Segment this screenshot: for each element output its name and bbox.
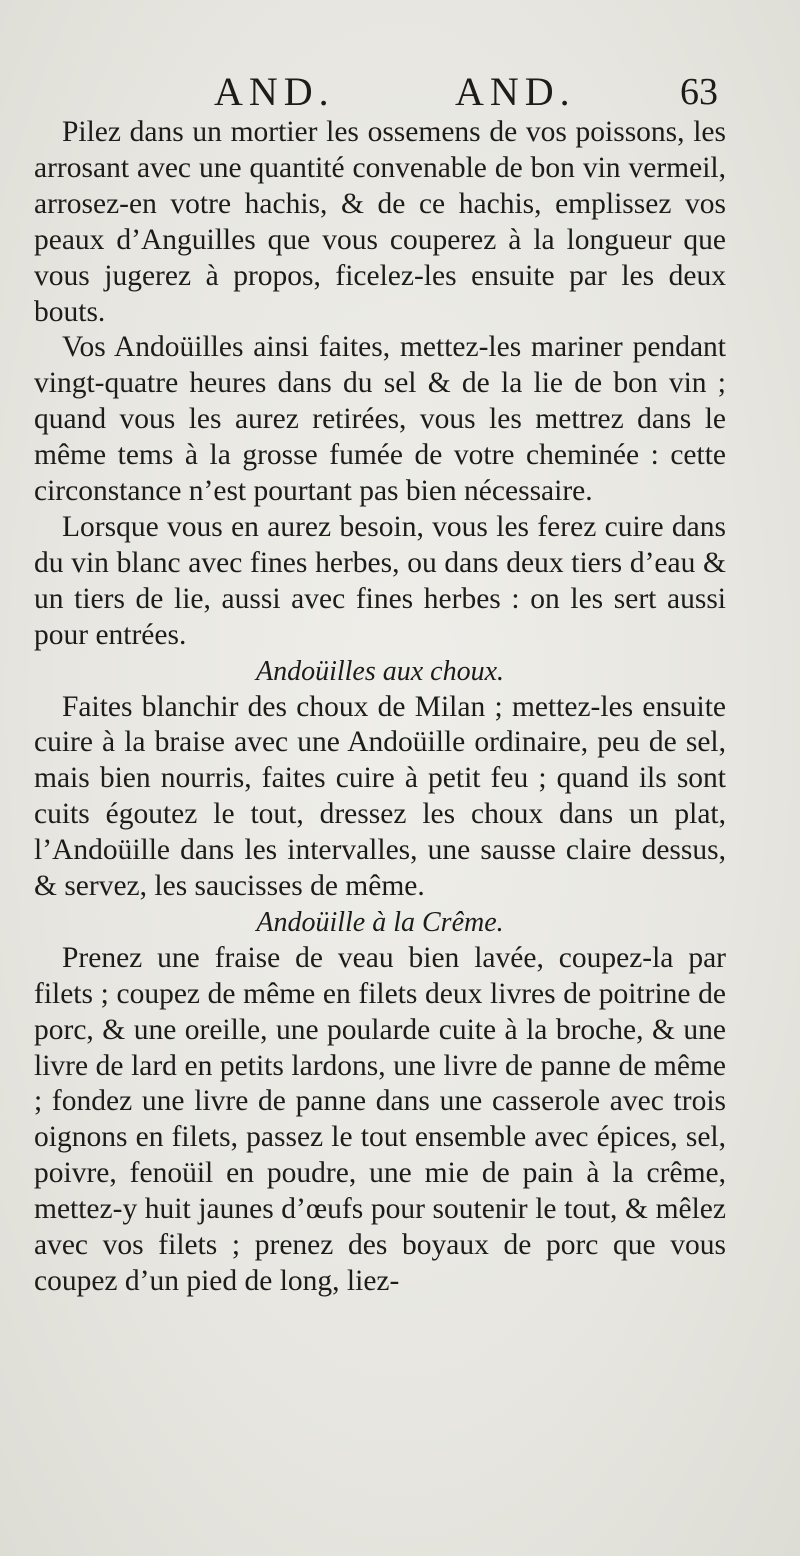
recipe-title-andouille-a-la-creme: Andoüille à la Crême. — [256, 906, 504, 938]
page-body — [34, 115, 726, 1300]
paragraph-2: Vos Andoüilles ainsi faites, mettez-les mariner pendant vingt-quatre heures dans du sel & de la lie de bon vin ; quand vous les aurez retirées, vous les mettrez dans le même tems à la grosse fumée de votre cheminée : cette circonstance n’est pourtant pas bien nécessaire. — [34, 331, 726, 508]
recipe-title-andouilles-aux-choux: Andoüilles aux choux. — [255, 655, 505, 687]
running-header — [0, 68, 800, 118]
paragraph-1: Pilez dans un mortier les ossemens de vos poissons, les arrosant avec une quantité convenable de bon vin vermeil, arrosez-en votre hachis, & de ce hachis, emplissez vos peaux d’Anguilles que vous couperez à la longueur que vous jugerez à propos, ficelez-les ensuite par les deux bouts. — [34, 116, 726, 328]
recipe-text-andouille-a-la-creme: Prenez une fraise de veau bien lavée, coupez-la par filets ; coupez de même en filets deux livres de poitrine de porc, & une oreille, une poularde cuite à la broche, & une livre de lard en petits lardons, une livre de panne de même ; fondez une livre de panne dans une casserole avec trois oignons en filets, passez le tout ensemble avec épices, sel, poivre, fenoüil en poudre, une mie de pain à la crême, mettez-y huit jaunes d’œufs pour soutenir le tout, & mêlez avec vos filets ; prenez des boyaux de porc que vous coupez d’un pied de long, liez- — [34, 941, 726, 1297]
paragraph-3: Lorsque vous en aurez besoin, vous les ferez cuire dans du vin blanc avec fines herbes, ou dans deux tiers d’eau & un tiers de lie, aussi avec fines herbes : on les sert aussi pour entrées. — [34, 510, 726, 651]
page-number: 63 — [680, 71, 718, 113]
recipe-text-andouilles-aux-choux: Faites blanchir des choux de Milan ; mettez-les ensuite cuire à la braise avec une Andoüille ordinaire, peu de sel, mais bien nourris, faites cuire à petit feu ; quand ils sont cuits égoutez le tout, dressez les choux dans un plat, l’Andoüille dans les intervalles, une sausse claire dessus, & servez, les saucisses de même. — [34, 690, 726, 903]
header-right-title: AND. — [455, 69, 576, 114]
header-left-title: AND. — [214, 69, 335, 114]
